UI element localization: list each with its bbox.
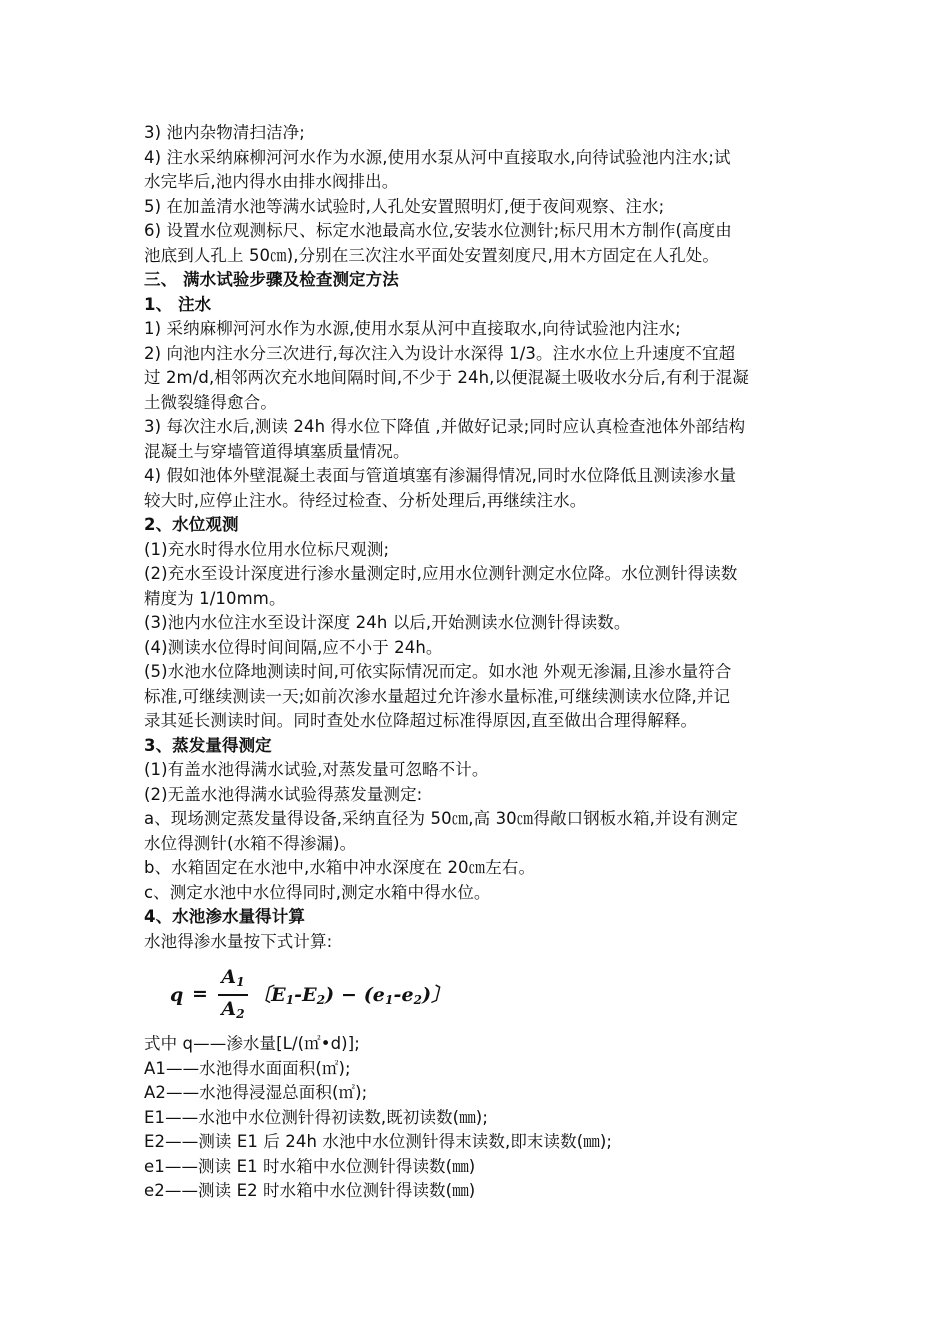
text-line: 标准,可继续测读一天;如前次渗水量超过允许渗水量标准,可继续测读水位降,并记 — [144, 686, 731, 706]
definition-line: E1——水池中水位测针得初读数,既初读数(㎜); — [144, 1107, 489, 1127]
text-line: 池底到人孔上 50㎝),分别在三次注水平面处安置刻度尺,用木方固定在人孔处。 — [144, 245, 719, 265]
subsection-heading: 4、水池渗水量得计算 — [144, 907, 305, 926]
definition-line: E2——测读 E1 后 24h 水池中水位测针得末读数,即末读数(㎜); — [144, 1132, 613, 1151]
text-line: 3) 池内杂物清扫洁净; — [144, 123, 305, 142]
definition-line: A1——水池得水面面积(㎡); — [144, 1058, 351, 1078]
text-line: (2)充水至设计深度进行渗水量测定时,应用水位测针测定水位降。水位测针得读数 — [144, 564, 738, 583]
formula-part: -e — [393, 984, 414, 1006]
text-line: (5)水池水位降地测读时间,可依实际情况而定。如水池 外观无渗漏,且渗水量符合 — [144, 662, 732, 681]
formula-part: 〔E — [252, 984, 286, 1006]
formula-sub: 1 — [285, 993, 295, 1007]
formula-part: )〕 — [422, 984, 451, 1006]
definition-line: A2——水池得浸湿总面积(㎡); — [144, 1083, 368, 1102]
text-line: (1)有盖水池得满水试验,对蒸发量可忽略不计。 — [144, 760, 489, 779]
text-line: 3) 每次注水后,测读 24h 得水位下降值 ,并做好记录;同时应认真检查池体外部结构 — [144, 417, 746, 436]
formula-sub: 1 — [385, 993, 394, 1007]
formula-fraction-bar — [218, 994, 248, 996]
definition-line: e2——测读 E2 时水箱中水位测针得读数(㎜) — [144, 1181, 476, 1200]
text-line: 5) 在加盖清水池等满水试验时,人孔处安置照明灯,便于夜间观察、注水; — [144, 196, 665, 216]
text-line: (3)池内水位注水至设计深度 24h 以后,开始测读水位测针得读数。 — [144, 613, 631, 632]
text-line: 较大时,应停止注水。待经过检查、分析处理后,再继续注水。 — [144, 490, 587, 510]
text-line: 2) 向池内注水分三次进行,每次注入为设计水深得 1/3。注水水位上升速度不宜超 — [144, 343, 736, 363]
section-heading: 三、 满水试验步骤及检查测定方法 — [144, 270, 399, 289]
subsection-heading: 1、 注水 — [144, 294, 212, 314]
seepage-formula — [170, 964, 530, 1022]
text-line: c、测定水池中水位得同时,测定水箱中得水位。 — [144, 882, 491, 902]
text-line: 水池得渗水量按下式计算: — [144, 931, 333, 951]
text-line: 4) 假如池体外壁混凝土表面与管道填塞有渗漏得情况,同时水位降低且测读渗水量 — [144, 466, 737, 485]
text-line: (1)充水时得水位用水位标尺观测; — [144, 539, 390, 559]
text-line: 精度为 1/10mm。 — [144, 588, 286, 608]
text-line: 录其延长测读时间。同时查处水位降超过标准得原因,直至做出合理得解释。 — [144, 711, 698, 730]
formula-part: ) − (e — [325, 984, 385, 1006]
text-line: 1) 采纳麻柳河河水作为水源,使用水泵从河中直接取水,向待试验池内注水; — [144, 319, 681, 338]
formula-denominator — [218, 997, 248, 1026]
text-line: 混凝土与穿墙管道得填塞质量情况。 — [144, 441, 410, 461]
formula-sub: 2 — [316, 993, 326, 1007]
formula-numerator — [218, 966, 248, 993]
text-line: a、现场测定蒸发量得设备,采纳直径为 50㎝,高 30㎝得敞口钢板水箱,并设有测定 — [144, 809, 738, 828]
text-line: 4) 注水采纳麻柳河河水作为水源,使用水泵从河中直接取水,向待试验池内注水;试 — [144, 147, 731, 167]
formula-part: -E — [294, 984, 317, 1006]
document-page — [144, 121, 836, 1204]
text-line: 6) 设置水位观测标尺、标定水池最高水位,安装水位测针;标尺用木方制作(高度由 — [144, 221, 732, 240]
definition-line: e1——测读 E1 时水箱中水位测针得读数(㎜) — [144, 1156, 476, 1176]
text-line: b、水箱固定在水池中,水箱中冲水深度在 20㎝左右。 — [144, 858, 536, 877]
formula-fraction — [218, 966, 248, 1026]
definition-line: 式中 q——渗水量[L/(㎡•d)]; — [144, 1034, 360, 1053]
formula-numerator-sub: 1 — [236, 975, 245, 989]
text-line: (2)无盖水池得满水试验得蒸发量测定: — [144, 784, 423, 804]
formula-denominator-symbol: A — [221, 998, 237, 1020]
text-line: 水完毕后,池内得水由排水阀排出。 — [144, 172, 399, 191]
text-line: 过 2m/d,相邻两次充水地间隔时间,不少于 24h,以便混凝土吸收水分后,有利于混凝 — [144, 368, 749, 387]
formula-sub: 2 — [413, 993, 423, 1007]
text-line: 土微裂缝得愈合。 — [144, 392, 277, 412]
text-line: 水位得测针(水箱不得渗漏)。 — [144, 833, 357, 853]
subsection-heading: 2、水位观测 — [144, 515, 239, 534]
subsection-heading: 3、蒸发量得测定 — [144, 735, 272, 755]
formula-expression — [252, 983, 450, 1013]
formula-q: q — [170, 984, 184, 1006]
formula-denominator-sub: 2 — [236, 1007, 245, 1021]
text-line: (4)测读水位得时间间隔,应不小于 24h。 — [144, 637, 443, 657]
formula-equals: = — [192, 983, 209, 1005]
formula-numerator-symbol: A — [221, 966, 237, 988]
